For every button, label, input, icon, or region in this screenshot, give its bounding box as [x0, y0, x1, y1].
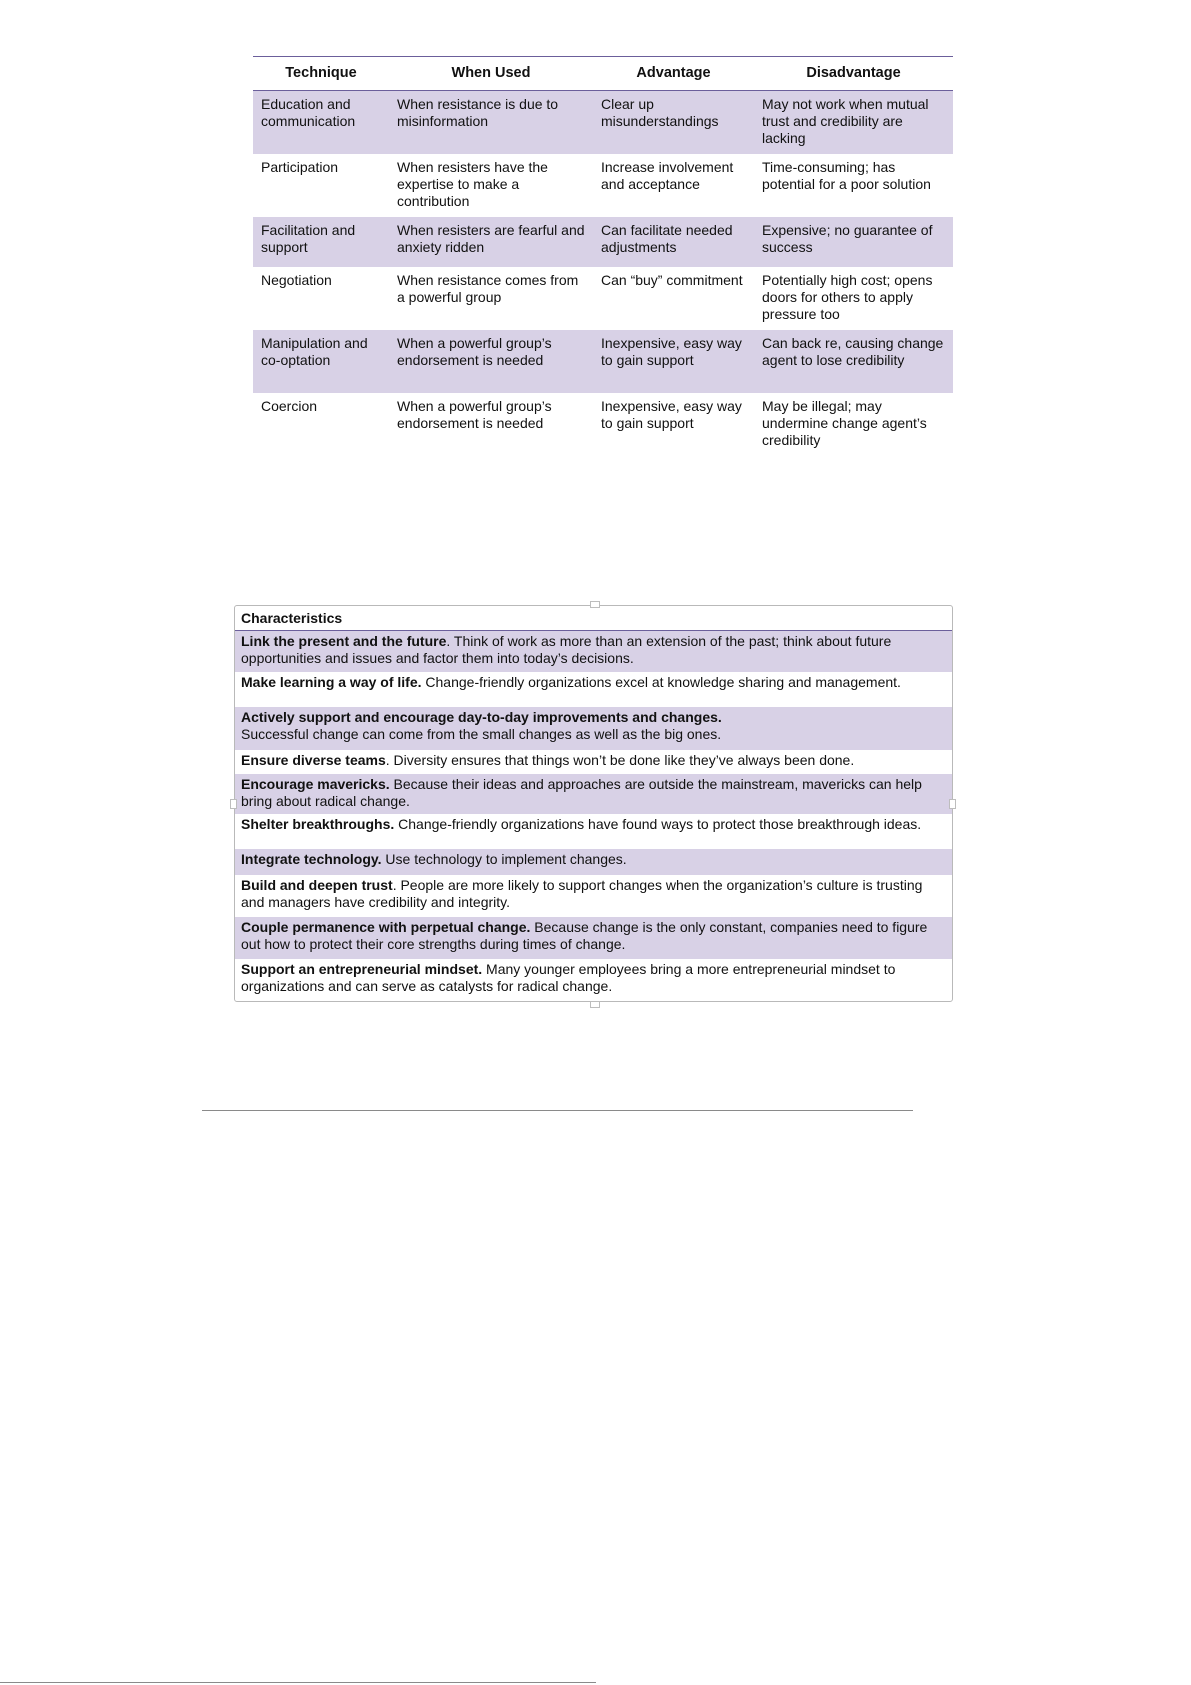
advantage-cell: Can “buy” commitment	[593, 267, 754, 330]
characteristic-text: . People are more likely to support changes when the organization’s culture is trusting and managers have credibility and integrity.	[241, 877, 923, 910]
characteristic-title: Encourage mavericks.	[241, 776, 390, 792]
advantage-cell: Clear up misunderstandings	[593, 91, 754, 155]
technique-cell: Education and communication	[253, 91, 389, 155]
characteristic-title: Shelter breakthroughs.	[241, 816, 395, 832]
disadvantage-cell: Potentially high cost; opens doors for others to apply pressure too	[754, 267, 953, 330]
characteristic-text: Because their ideas and approaches are outside the mainstream, mavericks can help bring about radical change.	[241, 776, 922, 809]
characteristic-title: Link the present and the future	[241, 633, 447, 649]
characteristic-row	[235, 814, 952, 849]
resize-handle-right[interactable]	[949, 799, 956, 809]
disadvantage-cell: Expensive; no guarantee of success	[754, 217, 953, 267]
characteristic-row	[235, 750, 952, 774]
characteristic-row	[235, 917, 952, 959]
table-row	[253, 217, 953, 267]
characteristic-text: Many younger employees bring a more entrepreneurial mindset to organizations and can serve as catalysts for radical change.	[241, 961, 896, 994]
technique-cell: Participation	[253, 154, 389, 217]
disadvantage-cell: Time-consuming; has potential for a poor solution	[754, 154, 953, 217]
technique-cell: Negotiation	[253, 267, 389, 330]
table-row	[253, 267, 953, 330]
resistance-techniques-table	[253, 56, 953, 456]
column-header-disadvantage: Disadvantage	[754, 57, 953, 91]
characteristic-row	[235, 672, 952, 707]
characteristic-text: Successful change can come from the small changes as well as the big ones.	[241, 726, 722, 742]
characteristic-title: Integrate technology.	[241, 851, 382, 867]
characteristic-text: . Diversity ensures that things won’t be done like they’ve always been done.	[385, 752, 855, 768]
table-row	[253, 91, 953, 155]
column-header-when-used: When Used	[389, 57, 593, 91]
characteristics-header: Characteristics	[235, 606, 952, 631]
advantage-cell: Inexpensive, easy way to gain support	[593, 330, 754, 393]
when-used-cell: When a powerful group’s endorsement is needed	[389, 330, 593, 393]
characteristic-title: Actively support and encourage day-to-day improvements and changes.	[241, 709, 722, 725]
table-row	[253, 330, 953, 393]
characteristic-title: Ensure diverse teams	[241, 752, 386, 768]
characteristic-text: . Think of work as more than an extension of the past; think about future opportunities and issues and factor them into today’s decisions.	[241, 633, 892, 666]
table-row	[253, 154, 953, 217]
characteristic-title: Make learning a way of life.	[241, 674, 422, 690]
characteristic-title: Build and deepen trust	[241, 877, 393, 893]
column-header-technique: Technique	[253, 57, 389, 91]
disadvantage-cell: Can back re, causing change agent to lose credibility	[754, 330, 953, 393]
characteristic-title: Support an entrepreneurial mindset.	[241, 961, 483, 977]
characteristic-title: Couple permanence with perpetual change.	[241, 919, 531, 935]
when-used-cell: When a powerful group’s endorsement is needed	[389, 393, 593, 456]
resize-handle-top[interactable]	[590, 601, 600, 608]
characteristic-row	[235, 875, 952, 917]
table-row	[253, 393, 953, 456]
advantage-cell: Increase involvement and acceptance	[593, 154, 754, 217]
when-used-cell: When resistance is due to misinformation	[389, 91, 593, 155]
footnote-rule	[0, 1682, 596, 1683]
when-used-cell: When resistance comes from a powerful group	[389, 267, 593, 330]
characteristic-text: Because change is the only constant, companies need to figure out how to protect their core strengths during times of change.	[241, 919, 928, 952]
advantage-cell: Inexpensive, easy way to gain support	[593, 393, 754, 456]
disadvantage-cell: May not work when mutual trust and credibility are lacking	[754, 91, 953, 155]
resize-handle-left[interactable]	[230, 799, 237, 809]
section-divider	[202, 1110, 913, 1111]
characteristic-row	[235, 849, 952, 875]
when-used-cell: When resisters have the expertise to make a contribution	[389, 154, 593, 217]
advantage-cell: Can facilitate needed adjustments	[593, 217, 754, 267]
technique-cell: Coercion	[253, 393, 389, 456]
disadvantage-cell: May be illegal; may undermine change agent’s credibility	[754, 393, 953, 456]
column-header-advantage: Advantage	[593, 57, 754, 91]
table-header-row	[253, 57, 953, 91]
characteristic-text: Change-friendly organizations have found ways to protect those breakthrough ideas.	[394, 816, 922, 832]
technique-cell: Facilitation and support	[253, 217, 389, 267]
when-used-cell: When resisters are fearful and anxiety ridden	[389, 217, 593, 267]
resize-handle-bottom[interactable]	[590, 1001, 600, 1008]
characteristic-row	[235, 631, 952, 672]
characteristics-table	[234, 605, 953, 1002]
characteristic-row	[235, 959, 952, 1001]
characteristic-row	[235, 707, 952, 750]
characteristic-text: Change-friendly organizations excel at knowledge sharing and management.	[421, 674, 901, 690]
characteristic-text: Use technology to implement changes.	[381, 851, 627, 867]
characteristic-row	[235, 774, 952, 814]
technique-cell: Manipulation and co-optation	[253, 330, 389, 393]
